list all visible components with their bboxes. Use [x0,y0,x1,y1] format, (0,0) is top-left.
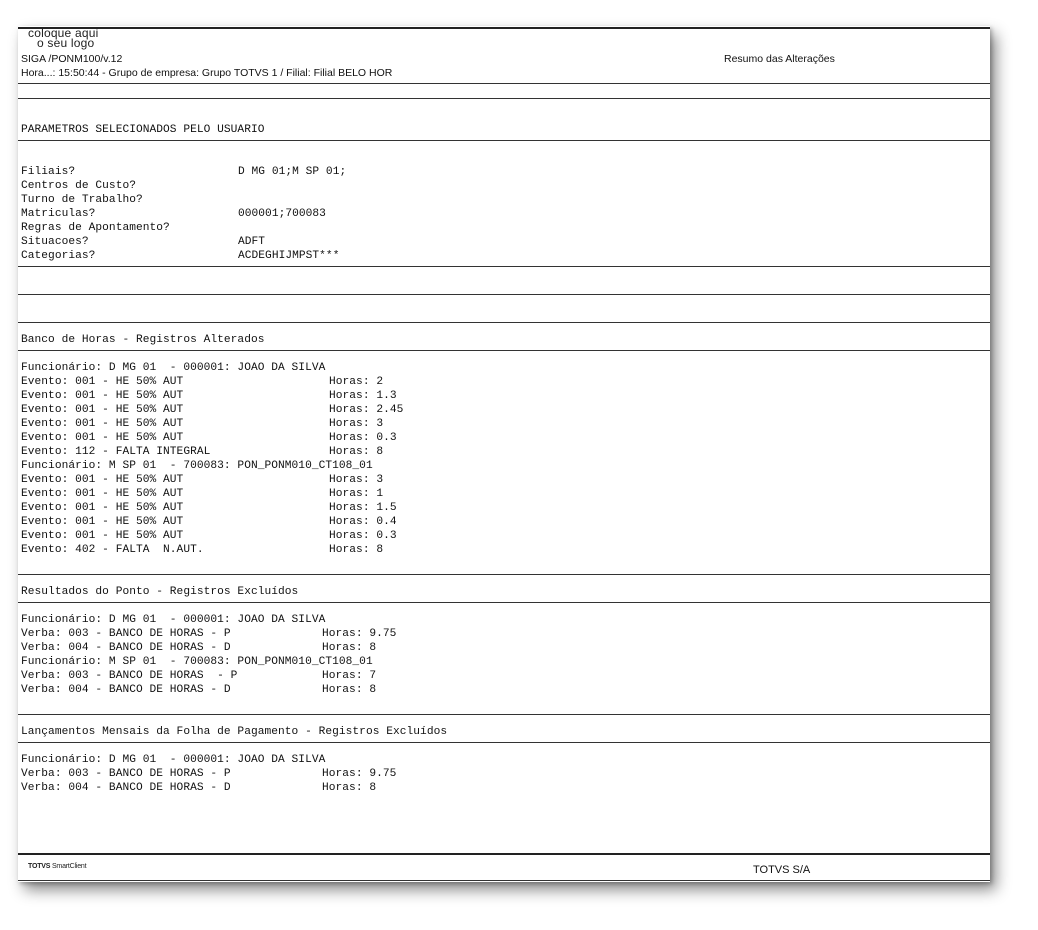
banco-row-value: Horas: 8 [329,446,384,458]
banco-row-value: Horas: 2 [329,376,384,388]
banco-row-label: Evento: 001 - HE 50% AUT [21,432,184,444]
banco-row-label: Evento: 112 - FALTA INTEGRAL [21,446,211,458]
banco-row-value: Horas: 1 [329,488,384,500]
banco-row-label: Evento: 001 - HE 50% AUT [21,530,184,542]
param-value: ADFT [238,236,266,248]
totvs-smartclient-logo [28,863,86,870]
logo-line-1: coloque aqui [28,26,99,40]
param-value: D MG 01;M SP 01; [238,166,347,178]
header-info: Hora...: 15:50:44 - Grupo de empresa: Grupo TOTVS 1 / Filial: Filial BELO HOR [21,67,393,79]
param-label: Categorias? [21,250,96,262]
folha-row-value: Horas: 9.75 [322,768,397,780]
ponto-row-label: Funcionário: D MG 01 - 000001: JOAO DA SILVA [21,614,326,626]
param-label: Filiais? [21,166,76,178]
divider [18,574,990,575]
ponto-section-title: Resultados do Ponto - Registros Excluídos [21,586,299,598]
company-logo-placeholder [26,27,126,49]
folha-row-label: Verba: 004 - BANCO DE HORAS - D [21,782,231,794]
report-page [18,26,990,882]
divider [18,602,990,603]
divider [18,714,990,715]
banco-row-label: Evento: 001 - HE 50% AUT [21,488,184,500]
param-label: Regras de Apontamento? [21,222,170,234]
banco-row-value: Horas: 2.45 [329,404,404,416]
footer-top-rule [18,853,990,855]
banco-row-label: Evento: 001 - HE 50% AUT [21,474,184,486]
footer-logo-rest: SmartClient [50,863,87,870]
divider [18,294,990,295]
ponto-row-label: Verba: 004 - BANCO DE HORAS - D [21,684,231,696]
banco-row-value: Horas: 0.4 [329,516,397,528]
folha-section-title: Lançamentos Mensais da Folha de Pagamento - Registros Excluídos [21,726,448,738]
logo-line-2: o seu logo [37,36,95,50]
banco-row-value: Horas: 1.5 [329,502,397,514]
ponto-row-label: Verba: 003 - BANCO DE HORAS - P [21,670,238,682]
banco-row-label: Evento: 001 - HE 50% AUT [21,376,184,388]
banco-row-value: Horas: 3 [329,418,384,430]
program-id: SIGA /PONM100/v.12 [21,53,123,65]
banco-row-label: Evento: 001 - HE 50% AUT [21,516,184,528]
footer-logo-bold: TOTVS [28,863,51,870]
banco-row-value: Horas: 3 [329,474,384,486]
banco-row-label: Evento: 402 - FALTA N.AUT. [21,544,204,556]
param-label: Centros de Custo? [21,180,136,192]
report-title: Resumo das Alterações [724,53,835,65]
param-value: ACDEGHIJMPST*** [238,250,340,262]
banco-row-label: Evento: 001 - HE 50% AUT [21,502,184,514]
folha-row-label: Funcionário: D MG 01 - 000001: JOAO DA SILVA [21,754,326,766]
divider [18,140,990,141]
param-label: Matriculas? [21,208,96,220]
folha-row-label: Verba: 003 - BANCO DE HORAS - P [21,768,231,780]
banco-row-label: Funcionário: D MG 01 - 000001: JOAO DA SILVA [21,362,326,374]
header-top-rule [18,27,990,29]
ponto-row-value: Horas: 8 [322,642,377,654]
footer-company: TOTVS S/A [753,864,811,876]
ponto-row-value: Horas: 8 [322,684,377,696]
footer-bottom-rule [18,880,990,881]
banco-row-label: Evento: 001 - HE 50% AUT [21,418,184,430]
banco-row-value: Horas: 1.3 [329,390,397,402]
param-value: 000001;700083 [238,208,326,220]
banco-row-value: Horas: 0.3 [329,530,397,542]
param-label: Situacoes? [21,236,89,248]
divider [18,350,990,351]
ponto-row-label: Verba: 003 - BANCO DE HORAS - P [21,628,231,640]
ponto-row-value: Horas: 9.75 [322,628,397,640]
ponto-row-label: Funcionário: M SP 01 - 700083: PON_PONM010_CT108_01 [21,656,373,668]
divider [18,322,990,323]
banco-row-label: Evento: 001 - HE 50% AUT [21,404,184,416]
ponto-row-value: Horas: 7 [322,670,377,682]
divider [18,742,990,743]
folha-row-value: Horas: 8 [322,782,377,794]
banco-row-label: Evento: 001 - HE 50% AUT [21,390,184,402]
ponto-row-label: Verba: 004 - BANCO DE HORAS - D [21,642,231,654]
params-section-title: PARAMETROS SELECIONADOS PELO USUARIO [21,124,265,136]
divider [18,98,990,99]
banco-row-label: Funcionário: M SP 01 - 700083: PON_PONM010_CT108_01 [21,460,373,472]
divider [18,266,990,267]
param-label: Turno de Trabalho? [21,194,143,206]
banco-row-value: Horas: 8 [329,544,384,556]
header-rule [18,83,990,84]
banco-row-value: Horas: 0.3 [329,432,397,444]
banco-section-title: Banco de Horas - Registros Alterados [21,334,265,346]
